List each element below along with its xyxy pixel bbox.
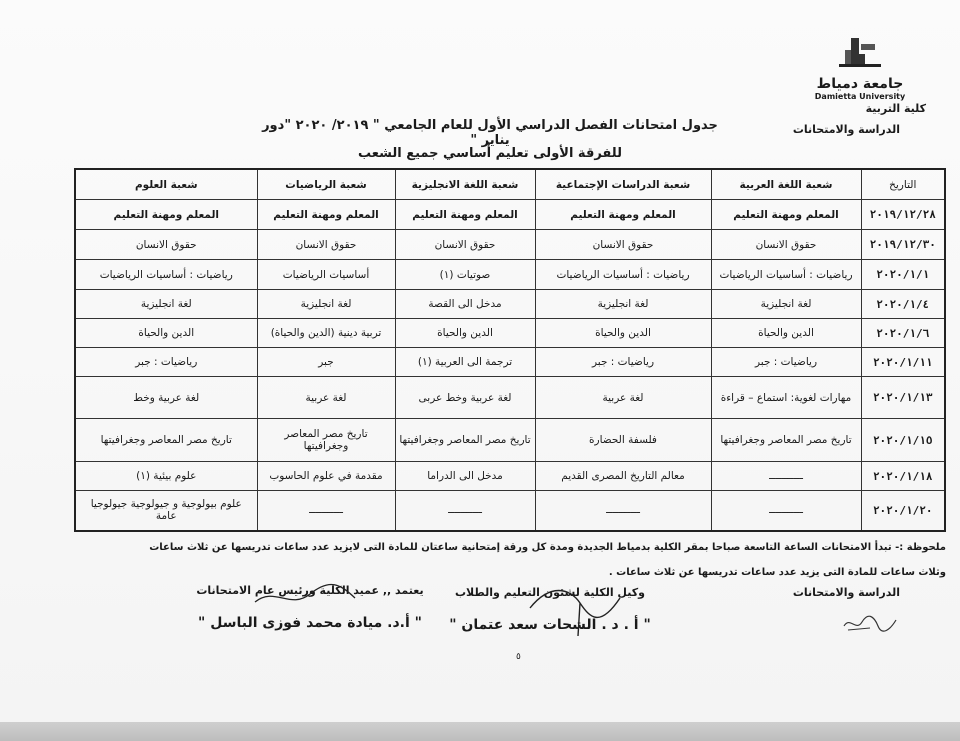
table-cell: علوم بيئية (١) bbox=[75, 462, 257, 491]
date-cell: ٢٠٢٠/١/٦ bbox=[861, 319, 945, 348]
table-cell: رياضيات : جبر bbox=[535, 348, 711, 377]
table-cell: تربية دينية (الدين والحياة) bbox=[257, 319, 395, 348]
table-cell bbox=[395, 419, 535, 462]
cell-text: تاريخ مصر المعاصر وجغرافيتها bbox=[284, 428, 368, 452]
table-cell: المعلم ومهنة التعليم bbox=[535, 200, 711, 230]
handwritten-signature-icon bbox=[520, 578, 640, 638]
table-row bbox=[75, 348, 945, 377]
date-cell: ٢٠٢٠/١/١٥ bbox=[861, 419, 945, 462]
page-number: ٥ bbox=[516, 652, 521, 662]
exam-schedule-table bbox=[74, 168, 946, 532]
table-cell bbox=[75, 419, 257, 462]
date-cell: ٢٠١٩/١٢/٣٠ bbox=[861, 230, 945, 260]
table-cell: المعلم ومهنة التعليم bbox=[257, 200, 395, 230]
table-cell: المعلم ومهنة التعليم bbox=[395, 200, 535, 230]
table-cell bbox=[75, 491, 257, 531]
note-line: ملحوظة :- تبدأ الامتحانات الساعة التاسعة صباحا بمقر الكلية بدمياط الجديدة ومدة كل ورقة إمتحانية ساعتان للمادة التى لايزيد عدد ساعات تدريسها عن ثلاث ساعات bbox=[149, 542, 946, 553]
signature-name: " أ.د. ميادة محمد فوزى الباسل " bbox=[198, 615, 422, 631]
table-row bbox=[75, 319, 945, 348]
table-row bbox=[75, 377, 945, 419]
signature-title: يعتمد ,, عميد الكلية ورئيس عام الامتحانات bbox=[196, 584, 424, 597]
table-cell: مدخل الى الدراما bbox=[395, 462, 535, 491]
table-cell: المعلم ومهنة التعليم bbox=[711, 200, 861, 230]
table-cell: ـــــــــــ bbox=[257, 491, 395, 531]
date-cell: ٢٠٢٠/١/١١ bbox=[861, 348, 945, 377]
table-cell: الدين والحياة bbox=[395, 319, 535, 348]
note-line: وثلاث ساعات للمادة التى يزيد عدد ساعات تدريسها عن ثلاث ساعات . bbox=[608, 567, 946, 578]
scan-bottom-edge bbox=[0, 722, 960, 741]
university-logo bbox=[790, 36, 930, 116]
table-cell: رياضيات : جبر bbox=[711, 348, 861, 377]
date-cell: ٢٠٢٠/١/٤ bbox=[861, 290, 945, 319]
table-cell: حقوق الانسان bbox=[395, 230, 535, 260]
table-cell: حقوق الانسان bbox=[711, 230, 861, 260]
university-name-english: Damietta University bbox=[814, 92, 906, 101]
table-cell bbox=[257, 419, 395, 462]
cell-text: تاريخ مصر المعاصر وجغرافيتها bbox=[399, 434, 531, 446]
table-row bbox=[75, 419, 945, 462]
table-row bbox=[75, 462, 945, 491]
table-cell bbox=[711, 260, 861, 290]
table-cell: لغة عربية وخط عربى bbox=[395, 377, 535, 419]
signature-dean bbox=[190, 584, 430, 631]
cell-text: رياضيات : أساسيات الرياضيات bbox=[556, 268, 690, 281]
university-emblem-icon bbox=[825, 36, 895, 76]
table-cell bbox=[711, 377, 861, 419]
table-cell bbox=[711, 419, 861, 462]
cell-text: علوم بيولوجية و جيولوجية جيولوجيا عامة bbox=[90, 498, 242, 523]
table-cell: الدين والحياة bbox=[75, 319, 257, 348]
date-cell: ٢٠٢٠/١/١٣ bbox=[861, 377, 945, 419]
table-cell: حقوق الانسان bbox=[535, 230, 711, 260]
table-cell bbox=[75, 260, 257, 290]
table-cell: المعلم ومهنة التعليم bbox=[75, 200, 257, 230]
cell-text: رياضيات : أساسيات الرياضيات bbox=[99, 268, 233, 281]
table-row bbox=[75, 200, 945, 230]
cell-text: مهارات لغوية: استماع – قراءة bbox=[720, 391, 852, 404]
date-cell: ٢٠٢٠/١/٢٠ bbox=[861, 491, 945, 531]
table-cell: لغة انجليزية bbox=[75, 290, 257, 319]
table-header-row bbox=[75, 169, 945, 200]
column-header: التاريخ bbox=[861, 169, 945, 200]
table-cell: ـــــــــــ bbox=[711, 491, 861, 531]
document-title: جدول امتحانات الفصل الدراسي الأول للعام الجامعي " ٢٠١٩/ ٢٠٢٠ "دور يناير " bbox=[262, 118, 718, 148]
table-cell: فلسفة الحضارة bbox=[535, 419, 711, 462]
table-cell bbox=[535, 260, 711, 290]
signature-title: وكيل الكلية لشئون التعليم والطلاب bbox=[455, 586, 645, 599]
university-name-arabic: جامعة دمياط bbox=[816, 76, 904, 92]
column-header: شعبة اللغة العربية bbox=[711, 169, 861, 200]
document-subtitle: للفرقة الأولى تعليم أساسي جميع الشعب bbox=[358, 146, 622, 161]
date-cell: ٢٠٢٠/١/١ bbox=[861, 260, 945, 290]
table-cell: حقوق الانسان bbox=[257, 230, 395, 260]
table-cell: لغة عربية وخط bbox=[75, 377, 257, 419]
faculty-name: كلية التربية bbox=[865, 102, 926, 115]
table-cell: لغة انجليزية bbox=[257, 290, 395, 319]
table-cell: مقدمة في علوم الحاسوب bbox=[257, 462, 395, 491]
table-cell: رياضيات : جبر bbox=[75, 348, 257, 377]
signature-name: " أ . د . الشحات سعد عتمان " bbox=[449, 617, 651, 633]
table-cell: ـــــــــــ bbox=[395, 491, 535, 531]
table-cell: ـــــــــــ bbox=[711, 462, 861, 491]
table-cell: أساسيات الرياضيات bbox=[257, 260, 395, 290]
table-cell: لغة عربية bbox=[535, 377, 711, 419]
cell-text: رياضيات : أساسيات الرياضيات bbox=[719, 268, 853, 281]
signature-title: الدراسة والامتحانات bbox=[792, 586, 900, 599]
column-header: شعبة الدراسات الإجتماعية bbox=[535, 169, 711, 200]
department-label: الدراسة والامتحانات bbox=[792, 123, 900, 136]
table-cell: الدين والحياة bbox=[535, 319, 711, 348]
table-row bbox=[75, 260, 945, 290]
table-row bbox=[75, 491, 945, 531]
table-cell: لغة انجليزية bbox=[535, 290, 711, 319]
signature-department bbox=[793, 586, 900, 599]
table-cell: ترجمة الى العربية (١) bbox=[395, 348, 535, 377]
date-cell: ٢٠٢٠/١/١٨ bbox=[861, 462, 945, 491]
handwritten-signature-icon bbox=[250, 580, 360, 620]
table-cell: جبر bbox=[257, 348, 395, 377]
table-cell: حقوق الانسان bbox=[75, 230, 257, 260]
table-cell: مدخل الى القصة bbox=[395, 290, 535, 319]
column-header: شعبة الرياضيات bbox=[257, 169, 395, 200]
date-cell: ٢٠١٩/١٢/٢٨ bbox=[861, 200, 945, 230]
table-cell: لغة عربية bbox=[257, 377, 395, 419]
table-row bbox=[75, 290, 945, 319]
handwritten-signature-icon bbox=[840, 612, 900, 636]
signature-vice-dean bbox=[430, 586, 670, 633]
cell-text: تاريخ مصر المعاصر وجغرافيتها bbox=[100, 434, 232, 446]
exam-note bbox=[16, 541, 946, 580]
table-cell: الدين والحياة bbox=[711, 319, 861, 348]
cell-text: تاريخ مصر المعاصر وجغرافيتها bbox=[720, 434, 852, 446]
table-cell: لغة انجليزية bbox=[711, 290, 861, 319]
column-header: شعبة العلوم bbox=[75, 169, 257, 200]
column-header: شعبة اللغة الانجليزية bbox=[395, 169, 535, 200]
table-cell: صوتيات (١) bbox=[395, 260, 535, 290]
table-cell: ـــــــــــ bbox=[535, 491, 711, 531]
table-row bbox=[75, 230, 945, 260]
table-cell: معالم التاريخ المصرى القديم bbox=[535, 462, 711, 491]
